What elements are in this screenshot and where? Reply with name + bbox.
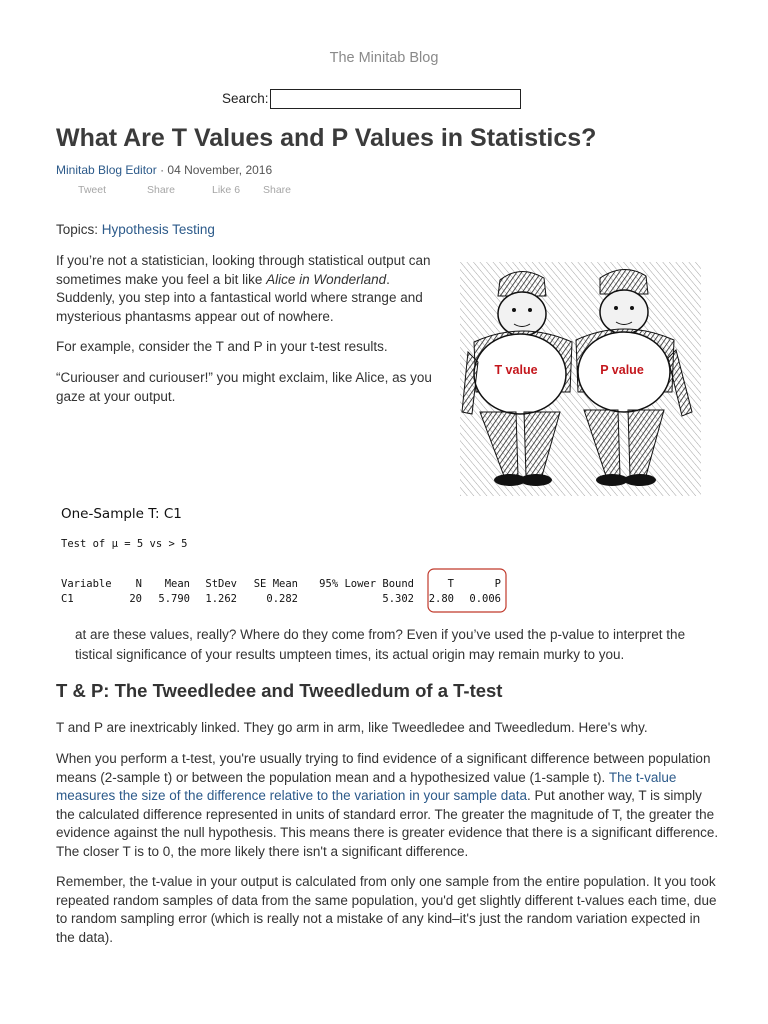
output-header-0: Variable — [61, 578, 112, 590]
body-text-a: When you perform a t-test, you're usually trying to find evidence of a significant difference between population means (2-sample t) or between the population mean and a hypothesized value (1-sample t). — [56, 751, 711, 785]
output-cell-0: C1 — [61, 593, 74, 605]
tp-highlight-box — [428, 569, 506, 612]
blog-title[interactable]: The Minitab Blog — [329, 50, 439, 66]
topic-link[interactable]: Hypothesis Testing — [101, 222, 215, 237]
output-header-2: Mean — [164, 578, 190, 590]
output-header-4: SE Mean — [253, 578, 298, 590]
body-text-b: . Put another way, T is simply the calculated difference represented in units of standard error. The greater the magnitude of T, the greater the evidence against the null hypothesis. This means there is greater evidence that there is a significant difference. The closer T is to 0, the more likely there isn't a significant difference. — [56, 788, 719, 859]
intro-paragraph-3: “Curiouser and curiouser!” you might exclaim, like Alice, as you gaze at your output. — [56, 370, 432, 404]
article-meta — [56, 163, 272, 177]
topics-line — [56, 222, 215, 237]
intro-text: If you’re not a statistician, looking through statistical output can sometimes make you feel a bit like — [56, 253, 431, 287]
intro-text-end: . Suddenly, you step into a fantastical world where strange and mysterious phantasms appear out of nowhere. — [56, 271, 423, 324]
output-cell-5: 5.302 — [382, 593, 414, 605]
output-headers — [61, 578, 501, 590]
output-cell-4: 0.282 — [266, 593, 298, 605]
share-button-2[interactable]: Share — [263, 184, 292, 196]
article-title: What Are T Values and P Values in Statistics? — [56, 124, 597, 152]
intro-emphasis: Alice in Wonderland — [266, 271, 387, 287]
cut-line-2: tistical significance of your results umpteen times, its actual origin may remain murky to you. — [75, 647, 625, 662]
tweet-button[interactable]: Tweet — [78, 184, 107, 196]
search-label: Search: — [222, 91, 269, 106]
intro-paragraph-2: For example, consider the T and P in your t-test results. — [56, 339, 388, 354]
search-input[interactable] — [270, 89, 521, 109]
like-count: 6 — [234, 184, 241, 196]
intro-paragraph-1 — [56, 252, 446, 326]
output-header-6: T — [447, 578, 454, 590]
output-cell-1: 20 — [129, 593, 142, 605]
output-header-1: N — [135, 578, 142, 590]
t-value-label: T value — [494, 363, 538, 377]
cut-line-1: at are these values, really? Where do they come from? Even if you’ve used the p-value to interpret the — [75, 627, 686, 642]
p-value-label: P value — [600, 363, 644, 377]
tweedle-illustration — [460, 262, 701, 496]
body-paragraph-2 — [56, 750, 720, 861]
body-paragraph-3: Remember, the t-value in your output is calculated from only one sample from the entire population. It you took repeated random samples of data from the same population, you'd get slightly different t-values each time, due to random sampling error (which is really not a mistake of any kind–it's just the random variation expected in the data). — [56, 874, 717, 945]
output-header-5: 95% Lower Bound — [319, 578, 414, 590]
output-cell-3: 1.262 — [205, 593, 237, 605]
output-cell-7: 0.006 — [469, 593, 501, 605]
author-link[interactable]: Minitab Blog Editor — [56, 163, 157, 177]
t-value-link[interactable]: The t-value measures the size of the difference relative to the variation in your sample data — [56, 769, 677, 803]
share-button[interactable]: Share — [147, 184, 176, 196]
section-title: T & P: The Tweedledee and Tweedledum of a T-test — [56, 680, 503, 701]
output-row — [61, 593, 501, 605]
output-test: Test of μ = 5 vs > 5 — [61, 538, 188, 550]
output-header-7: P — [494, 578, 501, 590]
meta-separator: · — [160, 163, 165, 177]
like-label: Like — [212, 184, 232, 196]
output-cell-6: 2.80 — [428, 593, 454, 605]
output-header-3: StDev — [205, 578, 237, 590]
output-title: One-Sample T: C1 — [61, 506, 182, 522]
article-date: 04 November, 2016 — [167, 163, 273, 177]
body-paragraph-1: T and P are inextricably linked. They go arm in arm, like Tweedledee and Tweedledum. Here's why. — [56, 720, 648, 735]
minitab-output — [56, 500, 526, 620]
topics-label: Topics: — [56, 222, 99, 237]
output-cell-2: 5.790 — [158, 593, 190, 605]
like-button[interactable] — [212, 184, 240, 196]
